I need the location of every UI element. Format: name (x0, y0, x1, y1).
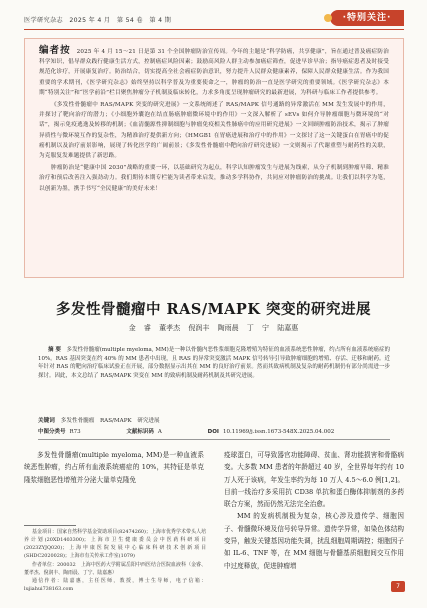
keywords-text: 多发性骨髓瘤 RAS/MAPK 研究进展 (60, 418, 160, 424)
article-authors: 金 睿 董孝杰 倪润丰 陶雨晨 丁 宁 陆嘉惠 (128, 324, 299, 332)
section-badge: ·特别关注· (330, 10, 404, 26)
body-paragraph: 多发性骨髓瘤(multiple myeloma, MM)是一种血液系统恶性肿瘤，约占所有血液系统癌症的 10%，其特征是单克隆浆细胞恶性增殖并分泌大量单克隆免 (24, 451, 204, 484)
body-paragraph: 疫球蛋白，可导致器官功能障碍、贫血、肾功能损害和骨骼病变。大多数 MM 患者的年龄超过 40 岁，全世界每年约有 10 万人死于该病，年发生率约为每 10 万人 4.5～6.0 例[1,2]。目前一线治疗多采用抗 CD38 单抗和蛋白酶体抑制剂的多药联合方案，然而仍然无法完全治愈。 (224, 451, 404, 509)
article-title: 多发性骨髓瘤中 RAS/MAPK 突变的研究进展 (56, 301, 371, 318)
abstract-divider (38, 439, 390, 440)
page-header (24, 10, 404, 28)
classification-row (38, 427, 390, 435)
footnote-funding: 基金项目：国家自然科学基金资助项目(82474260)；上海市优秀学术带头人培养计划(20XD1403300)；上海市卫生健康委员会中医药科研项目(2023ZYJQ020)；上海申康医院发展中心临床科研技术创新项目(SHDC2020028)；上海市有关传承工作室(1079) (24, 529, 206, 559)
body-paragraph: MM 的发病机制极为复杂，核心涉及遗传学、细胞因子、骨髓微环境及信号转导异常。遗传学异常，如染色体结构变异，触发关键基因功能失调，扰乱细胞周期调控；细胞因子如 IL-6、TNF 等，在 MM 细胞与骨髓基质细胞间交互作用中过度释放，促进肿瘤增 (224, 512, 404, 570)
editor-paragraph (39, 46, 389, 98)
header-rule (24, 29, 404, 30)
doc-code-field (126, 429, 184, 435)
doi-label: DOI (207, 429, 219, 435)
editor-paragraph-text: 2025 年 4 月 15～21 日是第 31 个全国肿瘤防治宣传周。今年的主题是“科学防癌，共享健康”，旨在通过普及癌症防治科学知识，倡导群众践行健康生活方式，控制癌症风险因素；鼓励高风险人群主动参加癌症筛查，促进早诊早治；指导癌症患者及时接受规范化诊疗，开展康复治疗。防治结合，切实提高全社会癌症防治意识，努力提升人民群众健康素养，保障人民群众健康生活。作为我国重要的学术期刊，《医学研究杂志》始终坚持以科学普及为重要使命之一，肿瘤的防治一直是医学研究的重要领域。《医学研究杂志》本期“特别关注”和“医学前沿”栏目聚焦肿瘤分子机制及临床转化，力求多角度呈现肿瘤研究的最新进展，为科研与临床工作者提供参考。 (39, 49, 389, 96)
clc-label: 中图分类号 (38, 429, 66, 435)
clc-value: R73 (69, 429, 81, 435)
page-number: 7 (391, 581, 405, 592)
abstract-label: 摘 要 (48, 347, 62, 353)
abstract-paragraph (38, 346, 390, 380)
body-column-left (24, 449, 204, 486)
editor-paragraph: 肿瘤防治是“健康中国 2030”战略的重要一环，以基础研究为起点，科学认知肿瘤发生与进展为线索，从分子机制到肿瘤早筛、精准治疗和预后改善注入强劲动力。我们期待本期专栏能为读者带来启发，推动多学科协作，共同应对肿瘤防治的挑战。让我们以科学为笔，以创新为墨，携手书写“全民健康”的美好未来！ (39, 165, 389, 192)
clc-field (38, 429, 103, 435)
doi-value: 10.11969/j.issn.1673-548X.2025.04.002 (222, 429, 335, 435)
doc-code-value: A (157, 429, 162, 435)
abstract (38, 346, 390, 380)
footnote (24, 529, 206, 595)
footnote-correspondence: 通信作者：陆嘉惠，主任医师，教授，博士生导师，电子信箱：lujiahui738163.com (24, 578, 206, 593)
abstract-text: 多发性骨髓瘤(multiple myeloma, MM)是一种以骨髓内恶性浆细胞克隆增殖为特征的血液系统恶性肿瘤，约占所有血液系统癌症的 10%。RAS 基因突变在约 40% 的 MM 患者中出现，且 RAS 的异常突变激活 MAPK 信号转导引导致肿瘤细胞的增殖、存活、迁移和耐药。近年针对 RAS 的靶向治疗临床试验正在开展，部分数据显示出其在 MM 的良好治疗前景。然而其致病机制及复杂的耐药机制仍有部分尚需进一步探讨。因此，本文总结了 RAS/MAPK 突变在 MM 的致病机制及耐药机制及其研究进展。 (38, 347, 390, 379)
keywords-label: 关键词 (38, 418, 55, 424)
journal-line: 医学研究杂志 2025 年 4 月 第 54 卷 第 4 期 (24, 17, 172, 24)
editor-note-label: 编者按 (39, 45, 71, 56)
editor-note-box (24, 38, 404, 278)
keywords-row (38, 416, 160, 424)
editor-paragraph: 《多发性骨髓瘤中 RAS/MAPK 突变的研究进展》一文系统阐述了 RAS/MAPK 信号通路的异常激活在 MM 发生发展中的作用，并探讨了靶向治疗的潜力；《小细胞外囊泡在结直肠癌肿瘤微环境中的作用》一文深入解析了 sEVs 如何介导肿瘤细胞与微环境的“对话”，揭示免疫逃逸及转移的机制；《血清髓源性抑制细胞与肿瘤免疫相关性肺癌中的应用研究进展》一文回顾肿瘤防治技术，揭示了肿瘤异质性与微环境互作的复杂性，为精准治疗提供新方向；《HMGB1 在胃癌进展和治疗中的作用》一文探讨了这一关键蛋白在胃癌中的促癌机制以及治疗前景影响，展现了转化医学的广阔前景；《多发性骨髓瘤中靶向治疗研究进展》一文则揭示了代谢重塑与耐药性的关联，为克服复发难题提供了新思路。 (39, 102, 389, 160)
footnote-rule (24, 525, 76, 526)
doc-code-label: 文献标识码 (126, 429, 154, 435)
doi-field (208, 429, 357, 435)
footnote-affiliation: 作者单位：200032 上海中医药大学附属岳阳中西医结合医院血液科（金睿、董孝杰、倪润丰、陶雨晨、丁宁、陆嘉惠） (24, 561, 206, 576)
body-column-right (224, 449, 404, 572)
